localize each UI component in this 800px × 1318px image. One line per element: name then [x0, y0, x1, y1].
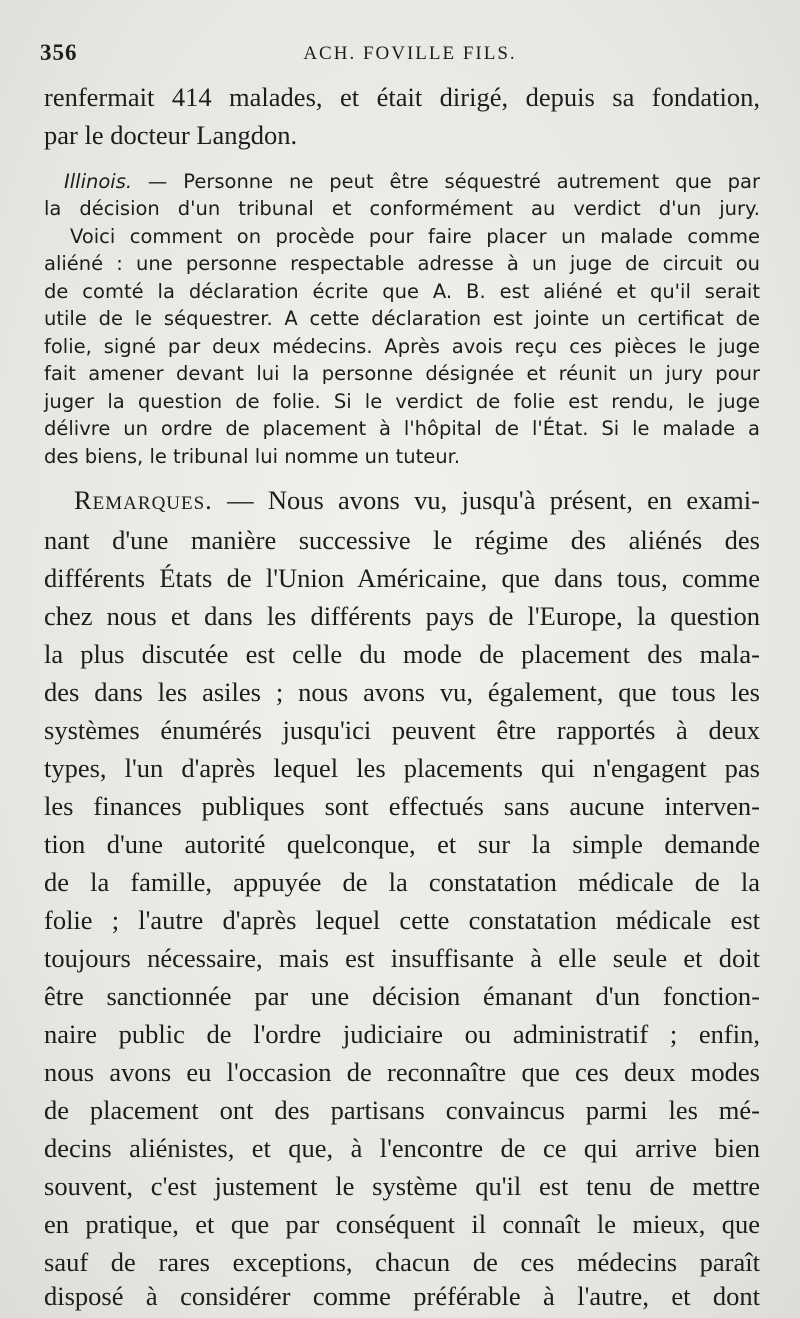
text-line: de placement ont des partisans convaincus parmi les mé-: [44, 1095, 760, 1125]
text-line: toujours nécessaire, mais est insuffisante à elle seule et doit: [44, 943, 760, 973]
section-label-remarques: Remarques.: [74, 485, 213, 515]
text-line: la plus discutée est celle du mode de placement des mala-: [44, 639, 760, 669]
text-line: en pratique, et que par conséquent il connaît le mieux, que: [44, 1209, 760, 1239]
running-title: ACH. FOVILLE FILS.: [303, 43, 517, 64]
illinois-first-line: [64, 170, 760, 193]
text-line: decins aliénistes, et que, à l'encontre de ce qui arrive bien: [44, 1133, 760, 1163]
text-line: de comté la déclaration écrite que A. B. est aliéné et qu'il serait: [44, 280, 760, 303]
text-line: chez nous et dans les différents pays de l'Europe, la question: [44, 601, 760, 631]
text-run: — Personne ne peut être séquestré autrement que par: [132, 170, 760, 193]
section-label-illinois: Illinois.: [64, 170, 133, 193]
text-line: disposé à considérer comme préférable à l'autre, et dont: [44, 1281, 760, 1311]
text-line: être sanctionnée par une décision émanant d'un fonction-: [44, 981, 760, 1011]
text-line: des dans les asiles ; nous avons vu, également, que tous les: [44, 677, 760, 707]
page-number: 356: [40, 40, 78, 65]
remarques-first-line: [74, 485, 760, 516]
text-line: folie ; l'autre d'après lequel cette constatation médicale est: [44, 905, 760, 935]
text-line: juger la question de folie. Si le verdict de folie est rendu, le juge: [44, 390, 760, 413]
text-line: naire public de l'ordre judiciaire ou administratif ; enfin,: [44, 1019, 760, 1049]
text-line: utile de le séquestrer. A cette déclaration est jointe un certificat de: [44, 307, 760, 330]
text-line: Voici comment on procède pour faire placer un malade comme: [70, 225, 760, 248]
text-run: — Nous avons vu, jusqu'à présent, en exami-: [212, 485, 760, 515]
text-line: délivre un ordre de placement à l'hôpital de l'État. Si le malade a: [44, 417, 760, 440]
text-line: différents États de l'Union Américaine, que dans tous, comme: [44, 563, 760, 593]
text-line: de la famille, appuyée de la constatation médicale de la: [44, 867, 760, 897]
text-line: tion d'une autorité quelconque, et sur la simple demande: [44, 829, 760, 859]
text-line: les finances publiques sont effectués sans aucune interven-: [44, 791, 760, 821]
text-line: folie, signé par deux médecins. Après avois reçu ces pièces le juge: [44, 335, 760, 358]
text-line: des biens, le tribunal lui nomme un tuteur.: [44, 445, 461, 468]
text-line: souvent, c'est justement le système qu'il est tenu de mettre: [44, 1171, 760, 1201]
text-line: nous avons eu l'occasion de reconnaître que ces deux modes: [44, 1057, 760, 1087]
text-line: par le docteur Langdon.: [44, 120, 298, 150]
text-line: systèmes énumérés jusqu'ici peuvent être rapportés à deux: [44, 715, 760, 745]
text-line: renfermait 414 malades, et était dirigé, depuis sa fondation,: [44, 82, 760, 112]
page-header: [40, 40, 760, 74]
text-line: sauf de rares exceptions, chacun de ces médecins paraît: [44, 1247, 760, 1277]
text-line: types, l'un d'après lequel les placements qui n'engagent pas: [44, 753, 760, 783]
text-line: la décision d'un tribunal et conformément au verdict d'un jury.: [44, 197, 760, 220]
text-line: nant d'une manière successive le régime des aliénés des: [44, 525, 760, 555]
text-line: fait amener devant lui la personne désignée et réunit un jury pour: [44, 362, 760, 385]
text-line: aliéné : une personne respectable adresse à un juge de circuit ou: [44, 252, 760, 275]
